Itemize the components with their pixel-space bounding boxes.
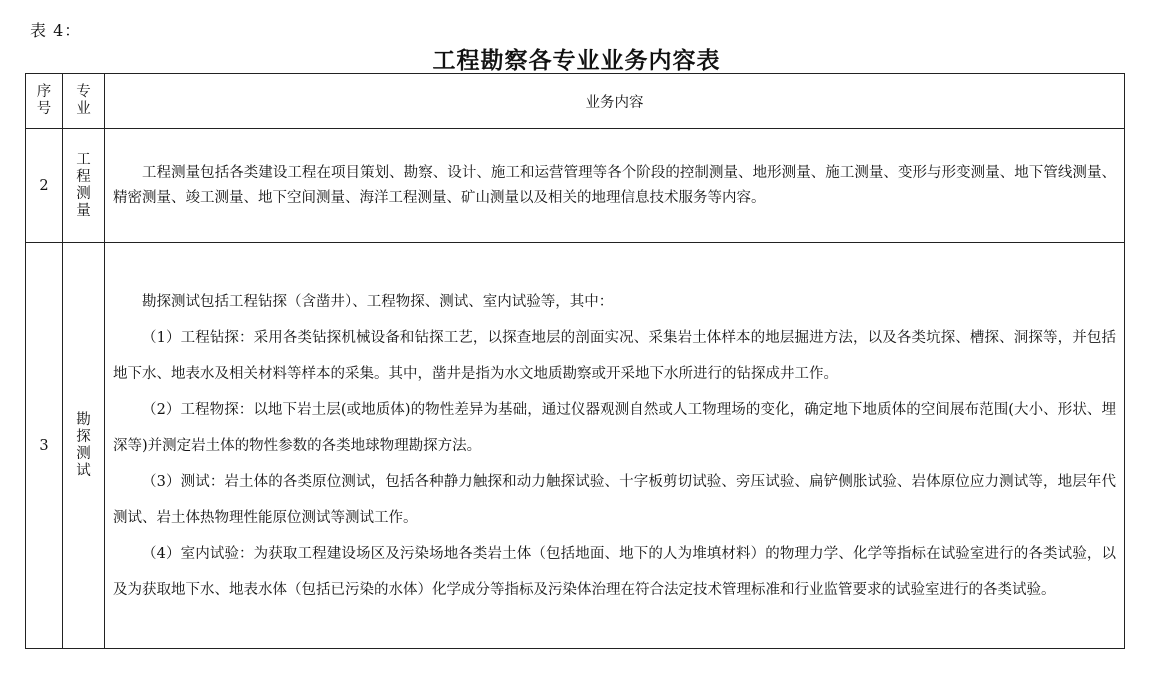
content-paragraph: 勘探测试包括工程钻探（含凿井）、工程物探、测试、室内试验等，其中： [142, 293, 614, 310]
content-paragraph: （1）工程钻探：采用各类钻探机械设备和钻探工艺，以探查地层的剖面实况、采集岩土体样本的地层掘进方法，以及各类坑探、槽探、洞探等，并包括地下水、地表水及相关材料等样本的采集。其中，凿井是指为水文地质勘察或开采地下水所进行的钻探成井工作。 [113, 329, 1116, 382]
table-caption: 表 4： [30, 21, 82, 40]
table-row [26, 129, 1125, 243]
row-major: 勘探测试 [63, 243, 105, 649]
content-paragraph: （4）室内试验：为获取工程建设场区及污染场地各类岩土体（包括地面、地下的人为堆填材料）的物理力学、化学等指标在试验室进行的各类试验，以及为获取地下水、地表水体（包括已污染的水体）化学成分等指标及污染体治理在符合法定技术管理标准和行业监管要求的试验室进行的各类试验。 [113, 545, 1116, 598]
content-paragraph: （3）测试：岩土体的各类原位测试，包括各种静力触探和动力触探试验、十字板剪切试验、旁压试验、扁铲侧胀试验、岩体原位应力测试等，地层年代测试、岩土体热物理性能原位测试等测试工作。 [113, 473, 1116, 526]
business-content-table [25, 73, 1125, 649]
content-paragraph: 工程测量包括各类建设工程在项目策划、勘察、设计、施工和运营管理等各个阶段的控制测量、地形测量、施工测量、变形与形变测量、地下管线测量、精密测量、竣工测量、地下空间测量、海洋工程测量、矿山测量以及相关的地理信息技术服务等内容。 [113, 164, 1116, 206]
header-content: 业务内容 [105, 74, 1125, 129]
header-no: 序号 [26, 74, 63, 129]
table-header-row [26, 74, 1125, 129]
row-no: 2 [26, 129, 63, 243]
row-content [105, 243, 1125, 649]
row-major: 工程测量 [63, 129, 105, 243]
header-major: 专业 [63, 74, 105, 129]
table-row [26, 243, 1125, 649]
row-no: 3 [26, 243, 63, 649]
content-paragraph: （2）工程物探：以地下岩土层(或地质体)的物性差异为基础，通过仪器观测自然或人工物理场的变化，确定地下地质体的空间展布范围(大小、形状、埋深等)并测定岩土体的物性参数的各类地球物理勘探方法。 [113, 401, 1116, 454]
page-title: 工程勘察各专业业务内容表 [432, 48, 721, 74]
row-content [105, 129, 1125, 243]
